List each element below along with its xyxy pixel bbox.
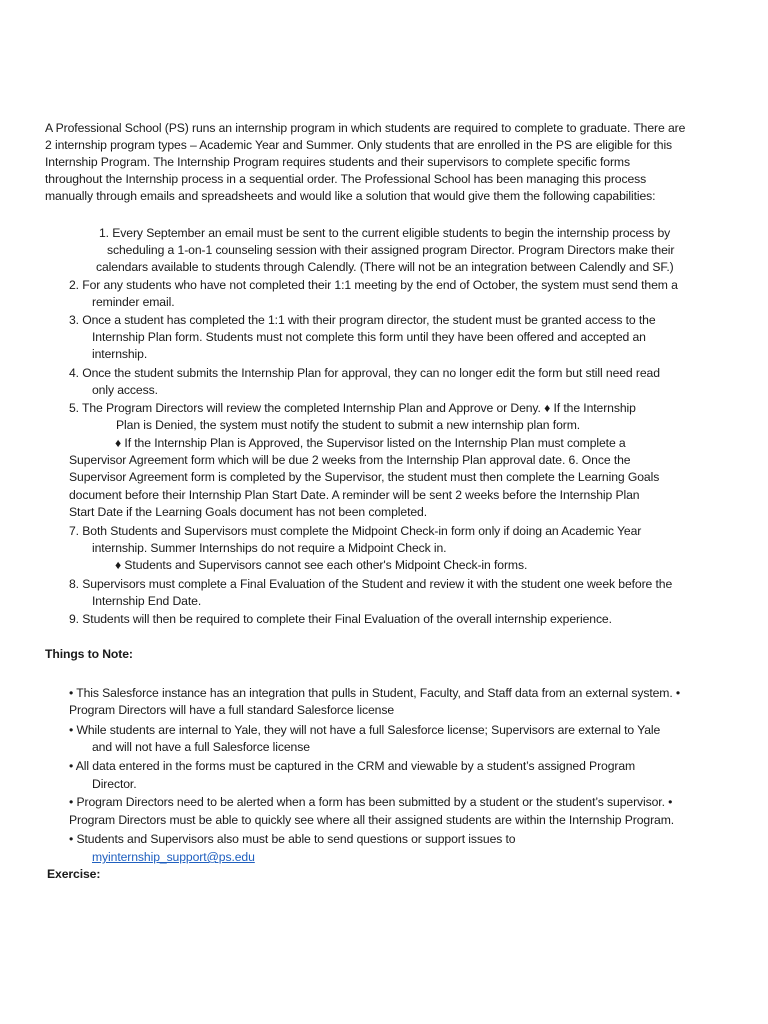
requirement-line: 2. For any students who have not completed their 1:1 meeting by the end of October, the system must send them a [69, 278, 678, 292]
note-line: Director. [92, 777, 137, 791]
requirement-line: Internship End Date. [92, 594, 202, 608]
requirement-line: 9. Students will then be required to complete their Final Evaluation of the overall internship experience. [69, 612, 612, 626]
intro-line: A Professional School (PS) runs an internship program in which students are required to complete to graduate. There are [45, 121, 686, 135]
intro-line: Internship Program. The Internship Program requires students and their supervisors to complete specific forms [45, 155, 630, 169]
intro-line: 2 internship program types – Academic Year and Summer. Only students that are enrolled in the PS are eligible for this [45, 138, 673, 152]
support-email-link[interactable]: myinternship_support@ps.edu [92, 850, 255, 864]
requirement-line: 7. Both Students and Supervisors must complete the Midpoint Check-in form only if doing an Academic Year [69, 524, 642, 538]
requirement-line: Plan is Denied, the system must notify the student to submit a new internship plan form. [116, 418, 581, 432]
requirement-line: Supervisor Agreement form is completed by the Supervisor, the student must then complete the Learning Goals [69, 470, 660, 484]
requirement-line: 1. Every September an email must be sent to the current eligible students to begin the internship process by [99, 226, 671, 240]
requirement-line: Supervisor Agreement form which will be due 2 weeks from the Internship Plan approval date. 6. Once the [69, 453, 631, 467]
requirement-line: internship. [92, 347, 148, 361]
note-line: and will not have a full Salesforce license [92, 740, 310, 754]
requirement-line: 4. Once the student submits the Internship Plan for approval, they can no longer edit the form but still need read [69, 366, 660, 380]
requirement-line: 8. Supervisors must complete a Final Evaluation of the Student and review it with the student one week before the [69, 577, 673, 591]
intro-line: throughout the Internship process in a sequential order. The Professional School has been managing this process [45, 172, 647, 186]
requirement-line: Start Date if the Learning Goals document has not been completed. [69, 505, 427, 519]
note-line: Program Directors must be able to quickly see where all their assigned students are within the Internship Program. [69, 813, 675, 827]
requirement-line: reminder email. [92, 295, 175, 309]
note-line: Program Directors will have a full standard Salesforce license [69, 703, 395, 717]
requirement-line: 5. The Program Directors will review the completed Internship Plan and Approve or Deny. ♦ If the Internship [69, 401, 636, 415]
note-line: • All data entered in the forms must be captured in the CRM and viewable by a student’s assigned Program [69, 759, 636, 773]
requirement-line: Internship Plan form. Students must not complete this form until they have been offered and accepted an [92, 330, 646, 344]
requirement-line: ♦ Students and Supervisors cannot see each other's Midpoint Check-in forms. [115, 558, 528, 572]
note-line: • Program Directors need to be alerted when a form has been submitted by a student or the student’s supervisor. • [69, 795, 673, 809]
note-line: • While students are internal to Yale, they will not have a full Salesforce license; Supervisors are external to Yale [69, 723, 661, 737]
notes-heading: Things to Note: [45, 647, 133, 661]
requirement-line: 3. Once a student has completed the 1:1 with their program director, the student must be granted access to the [69, 313, 656, 327]
requirement-line: internship. Summer Internships do not require a Midpoint Check in. [92, 541, 447, 555]
intro-line: manually through emails and spreadsheets and would like a solution that would give them the following capabilities: [45, 189, 656, 203]
requirement-line: calendars available to students through Calendly. (There will not be an integration between Calendly and SF.) [96, 260, 674, 274]
note-line: • This Salesforce instance has an integration that pulls in Student, Faculty, and Staff data from an external system. • [69, 686, 681, 700]
requirement-line: scheduling a 1-on-1 counseling session with their assigned program Director. Program Directors make their [107, 243, 675, 257]
requirement-line: ♦ If the Internship Plan is Approved, the Supervisor listed on the Internship Plan must complete a [115, 436, 626, 450]
exercise-heading: Exercise: [47, 867, 101, 881]
note-line: • Students and Supervisors also must be able to send questions or support issues to [69, 832, 516, 846]
requirement-line: document before their Internship Plan Start Date. A reminder will be sent 2 weeks before the Internship Plan [69, 488, 640, 502]
requirement-line: only access. [92, 383, 158, 397]
